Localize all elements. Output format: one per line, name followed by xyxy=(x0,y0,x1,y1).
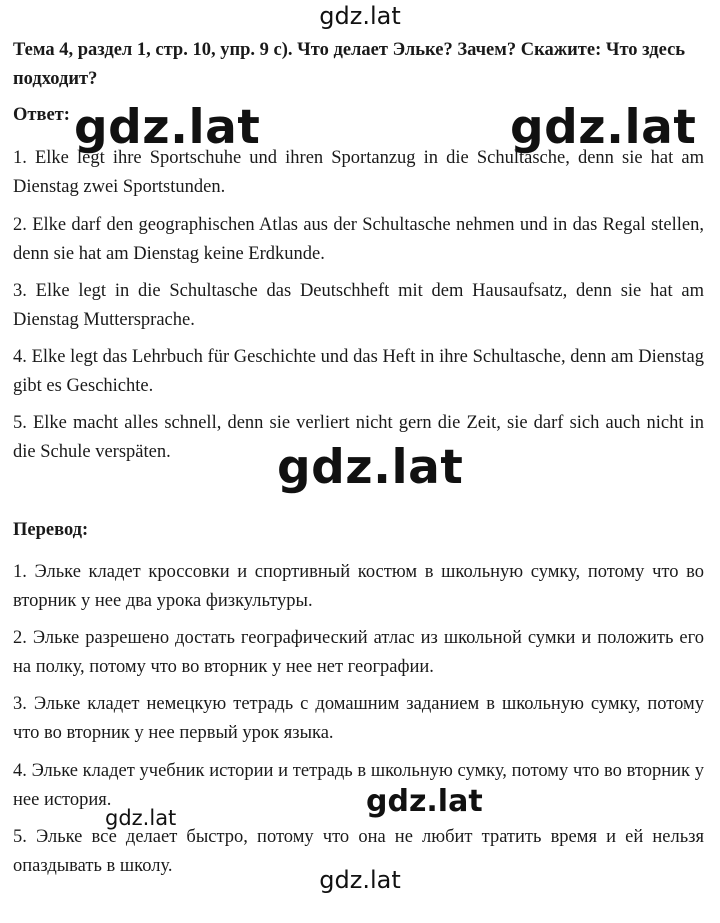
watermark-large-3: gdz.lat xyxy=(277,440,464,495)
translation-item-5: 5. Эльке все делает быстро, потому что она не любит тратить время и ей нельзя опаздывать в школу. xyxy=(13,827,704,876)
watermark-top: gdz.lat xyxy=(319,2,401,30)
translation-item-2: 2. Эльке разрешено достать географический атлас из школьной сумки и положить его на полку, потому что во вторник у нее нет географии. xyxy=(13,628,704,677)
watermark-large-1: gdz.lat xyxy=(74,100,261,155)
answer-item-2: 2. Elke darf den geographischen Atlas aus der Schultasche nehmen und in das Regal stellen, denn sie hat am Dienstag keine Erdkunde. xyxy=(13,215,704,264)
watermark-large-2: gdz.lat xyxy=(510,100,697,155)
answer-label: Ответ: xyxy=(13,105,70,125)
answer-item-4: 4. Elke legt das Lehrbuch für Geschichte und das Heft in ihre Schultasche, denn am Dienstag gibt es Geschichte. xyxy=(13,347,704,396)
answer-item-5: 5. Elke macht alles schnell, denn sie verliert nicht gern die Zeit, sie darf sich auch nicht in die Schule verspäten. xyxy=(13,413,704,462)
translation-label: Перевод: xyxy=(13,520,89,540)
translation-item-1: 1. Эльке кладет кроссовки и спортивный костюм в школьную сумку, потому что во вторник у нее два урока физкультуры. xyxy=(13,562,704,611)
watermark-medium: gdz.lat xyxy=(366,784,483,819)
translation-item-4: 4. Эльке кладет учебник истории и тетрадь в школьную сумку, потому что во вторник у нее история. xyxy=(13,761,704,810)
answer-item-1: 1. Elke legt ihre Sportschuhe und ihren Sportanzug in die Schultasche, denn sie hat am Dienstag zwei Sportstunden. xyxy=(13,148,704,197)
translation-item-3: 3. Эльке кладет немецкую тетрадь с домашним заданием в школьную сумку, потому что во вторник у нее первый урок языка. xyxy=(13,694,704,743)
watermark-small: gdz.lat xyxy=(105,806,177,830)
watermark-bottom: gdz.lat xyxy=(319,866,401,894)
answer-item-3: 3. Elke legt in die Schultasche das Deutschheft mit dem Hausaufsatz, denn sie hat am Dienstag Muttersprache. xyxy=(13,281,704,330)
exercise-heading: Тема 4, раздел 1, стр. 10, упр. 9 с). Что делает Эльке? Зачем? Скажите: Что здесь подходит? xyxy=(13,40,686,89)
